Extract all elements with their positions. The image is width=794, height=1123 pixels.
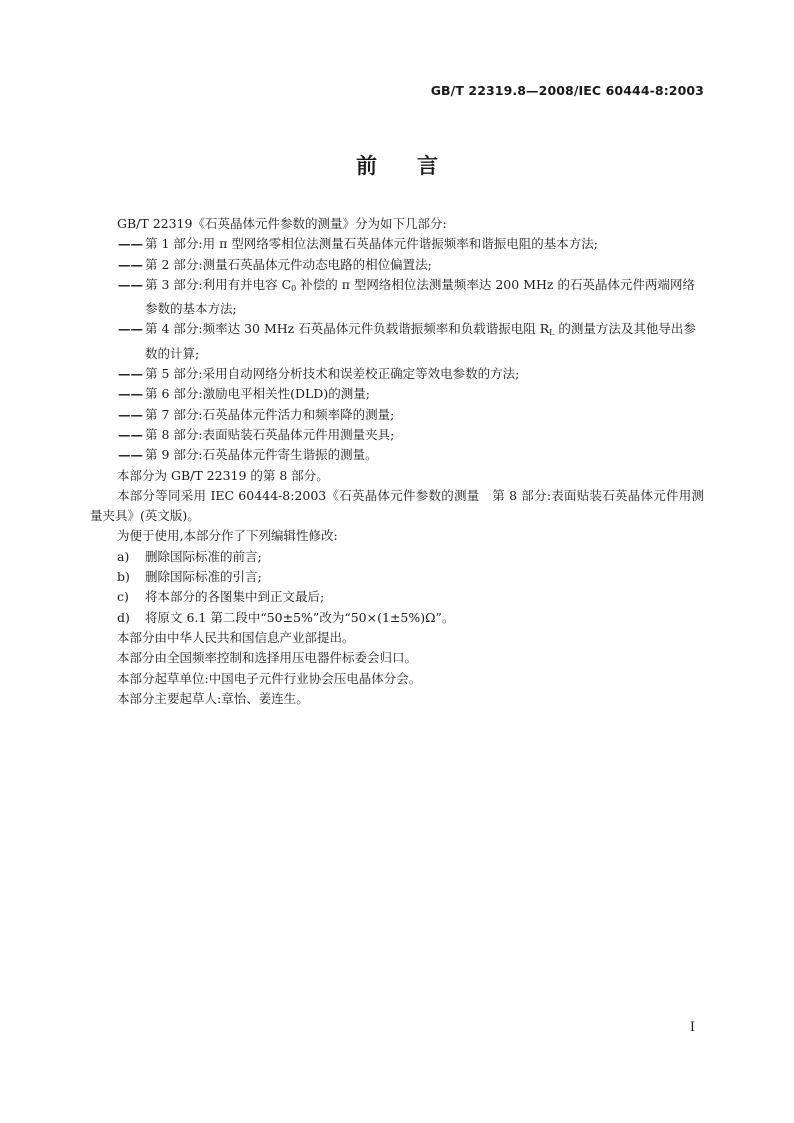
dash-mark: ——: [118, 366, 143, 382]
drafters-paragraph: 本部分主要起草人:章怡、姜连生。: [117, 690, 309, 706]
text-post: 的测量方法及其他导出参数的计算;: [145, 321, 696, 361]
list-letter: c): [117, 589, 129, 605]
parts-list: [90, 234, 704, 465]
list-item: [90, 425, 704, 445]
list-item: [90, 364, 704, 384]
list-item-text: 第 5 部分:采用自动网络分析技术和误差校正确定等效电参数的方法;: [145, 366, 520, 382]
list-item: [90, 255, 704, 275]
list-item-text: 删除国际标准的前言;: [145, 548, 262, 564]
dash-mark: ——: [118, 426, 143, 442]
list-letter: b): [117, 569, 130, 585]
list-item: [90, 405, 704, 425]
list-item-text: 第 2 部分:测量石英晶体元件动态电路的相位偏置法;: [145, 256, 432, 272]
text-pre: 第 4 部分:频率达 30 MHz 石英晶体元件负载谐振频率和负载谐振电阻 R: [145, 321, 550, 337]
this-part-paragraph: 本部分为 GB/T 22319 的第 8 部分。: [117, 467, 329, 483]
list-item: [90, 547, 704, 567]
list-item-text: [145, 321, 696, 360]
subscript: L: [549, 328, 555, 338]
text-pre: 第 3 部分:利用有并电容 C: [145, 276, 292, 292]
list-item-text: 第 7 部分:石英晶体元件活力和频率降的测量;: [145, 406, 395, 422]
document-body: [90, 214, 704, 709]
list-item: [90, 445, 704, 465]
drafting-unit-paragraph: 本部分起草单位:中国电子元件行业协会压电晶体分会。: [117, 670, 422, 686]
page-title: 前言: [356, 154, 478, 178]
dash-mark: ——: [118, 236, 143, 252]
list-letter: d): [117, 609, 130, 625]
list-item: [90, 234, 704, 254]
subscript: 0: [291, 283, 297, 293]
edits-intro-paragraph: 为便于使用,本部分作了下列编辑性修改:: [117, 528, 338, 544]
dash-mark: ——: [118, 447, 143, 463]
list-item-text: 第 9 部分:石英晶体元件寄生谐振的测量。: [145, 447, 378, 463]
committee-paragraph: 本部分由全国频率控制和选择用压电器件标委会归口。: [117, 650, 418, 666]
list-item: [90, 275, 704, 320]
list-item-text: 第 1 部分:用 π 型网络零相位法测量石英晶体元件谐振频率和谐振电阻的基本方法;: [145, 236, 598, 252]
intro-paragraph: GB/T 22319《石英晶体元件参数的测量》分为如下几部分:: [117, 216, 447, 231]
list-item-text: 第 8 部分:表面贴装石英晶体元件用测量夹具;: [145, 426, 395, 442]
dash-mark: ——: [118, 386, 143, 402]
list-item-text: 第 6 部分:激励电平相关性(DLD)的测量;: [145, 386, 370, 402]
proposer-paragraph: 本部分由中华人民共和国信息产业部提出。: [117, 629, 355, 645]
standard-code-header: GB/T 22319.8—2008/IEC 60444-8:2003: [430, 83, 704, 98]
list-item-text: 删除国际标准的引言;: [145, 569, 262, 585]
list-letter: a): [117, 548, 130, 564]
list-item-text: 将本部分的各图集中到正文最后;: [145, 589, 325, 605]
dash-mark: ——: [118, 406, 143, 422]
equivalence-paragraph: 本部分等同采用 IEC 60444-8:2003《石英晶体元件参数的测量 第 8 部分:表面贴装石英晶体元件用测量夹具》(英文版)。: [90, 487, 704, 524]
dash-mark: ——: [118, 256, 143, 272]
list-item: [90, 608, 704, 628]
list-item: [90, 384, 704, 404]
text-post: 补偿的 π 型网络相位法测量频率达 200 MHz 的石英晶体元件两端网络参数的基本方法;: [145, 276, 695, 317]
edits-list: [90, 547, 704, 628]
page-number: I: [689, 1020, 695, 1035]
list-item: [90, 587, 704, 607]
list-item: [90, 319, 704, 364]
list-item-text: 将原文 6.1 第二段中“50±5%”改为“50×(1±5%)Ω”。: [145, 609, 455, 625]
list-item: [90, 567, 704, 587]
dash-mark: ——: [118, 321, 143, 337]
dash-mark: ——: [118, 276, 143, 292]
list-item-text: [145, 277, 695, 316]
